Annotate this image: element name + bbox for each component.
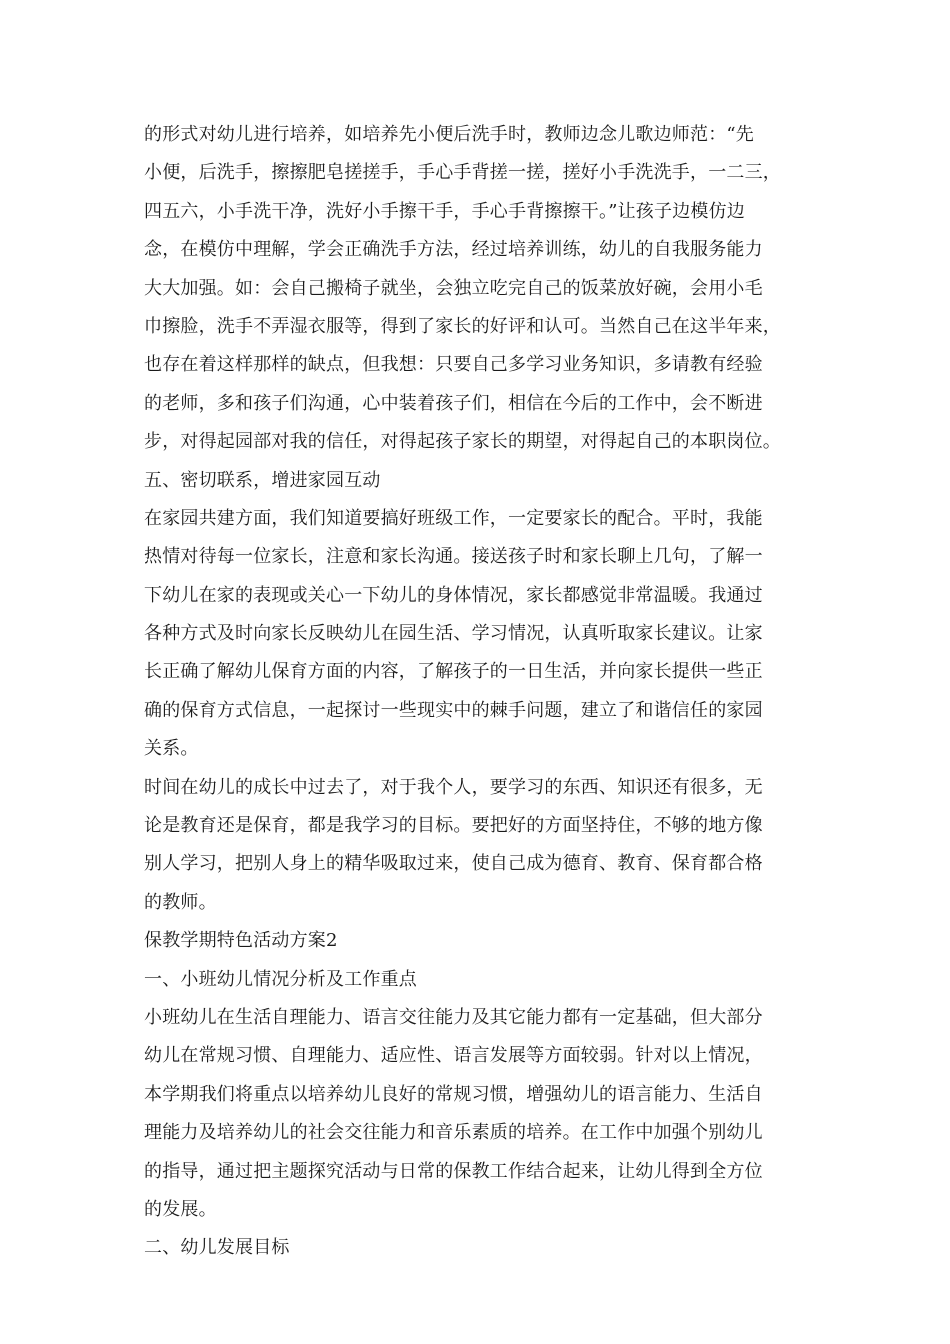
text-line: 幼儿在常规习惯、自理能力、适应性、语言发展等方面较弱。针对以上情况， [144,1045,763,1067]
text-line: 也存在着这样那样的缺点，但我想：只要自己多学习业务知识，多请教有经验 [144,354,763,376]
text-line: 时间在幼儿的成长中过去了，对于我个人，要学习的东西、知识还有很多，无 [144,776,763,798]
text-line: 长正确了解幼儿保育方面的内容，了解孩子的一日生活，并向家长提供一些正 [144,661,763,683]
text-line: 四五六，小手洗干净，洗好小手擦干手，手心手背擦擦干。”让孩子边模仿边 [144,200,745,222]
text-line: 别人学习，把别人身上的精华吸取过来，使自己成为德育、教育、保育都合格 [144,853,763,875]
section-heading: 一、小班幼儿情况分析及工作重点 [144,968,417,990]
text-line: 的教师。 [144,891,217,913]
text-line: 关系。 [144,738,199,760]
text-line: 论是教育还是保育，都是我学习的目标。要把好的方面坚持住，不够的地方像 [144,815,763,837]
text-line: 理能力及培养幼儿的社会交往能力和音乐素质的培养。在工作中加强个别幼儿 [144,1122,763,1144]
text-line: 小便，后洗手，擦擦肥皂搓搓手，手心手背搓一搓，搓好小手洗洗手，一二三， [144,162,781,184]
text-line: 的指导，通过把主题探究活动与日常的保教工作结合起来，让幼儿得到全方位 [144,1160,763,1182]
text-line: 的老师，多和孩子们沟通，心中装着孩子们，相信在今后的工作中，会不断进 [144,392,763,414]
text-line: 的发展。 [144,1198,217,1220]
text-line: 确的保育方式信息，一起探讨一些现实中的棘手问题，建立了和谐信任的家园 [144,699,763,721]
document-body [144,116,820,1268]
section-heading: 二、幼儿发展目标 [144,1237,290,1259]
text-line: 在家园共建方面，我们知道要搞好班级工作，一定要家长的配合。平时，我能 [144,507,763,529]
text-line: 下幼儿在家的表现或关心一下幼儿的身体情况，家长都感觉非常温暖。我通过 [144,584,763,606]
text-line: 热情对待每一位家长，注意和家长沟通。接送孩子时和家长聊上几句，了解一 [144,546,763,568]
text-line: 小班幼儿在生活自理能力、语言交往能力及其它能力都有一定基础，但大部分 [144,1006,763,1028]
section-heading: 五、密切联系，增进家园互动 [144,469,381,491]
text-line: 本学期我们将重点以培养幼儿良好的常规习惯，增强幼儿的语言能力、生活自 [144,1083,763,1105]
text-line: 各种方式及时向家长反映幼儿在园生活、学习情况，认真听取家长建议。让家 [144,623,763,645]
document-title: 保教学期特色活动方案2 [144,930,338,952]
text-line: 巾擦脸，洗手不弄湿衣服等，得到了家长的好评和认可。当然自己在这半年来， [144,315,781,337]
text-line: 念，在模仿中理解，学会正确洗手方法，经过培养训练，幼儿的自我服务能力 [144,239,763,261]
text-line: 的形式对幼儿进行培养，如培养先小便后洗手时，教师边念儿歌边师范：“先 [144,124,754,145]
text-line: 步，对得起园部对我的信任，对得起孩子家长的期望，对得起自己的本职岗位。 [144,431,781,453]
text-line: 大大加强。如：会自己搬椅子就坐，会独立吃完自己的饭菜放好碗，会用小毛 [144,277,763,299]
